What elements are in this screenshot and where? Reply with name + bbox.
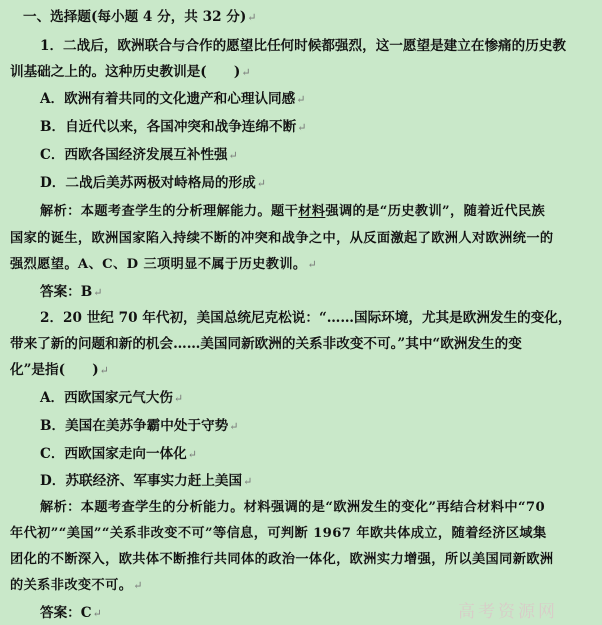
q2-analysis-line-4: 的关系非改变不可。↵ [10, 578, 143, 593]
q2-answer: 答案：C↵ [40, 605, 102, 621]
paragraph-mark-icon: ↵ [241, 66, 251, 79]
q2-stem-line-3: 化”是指( )↵ [10, 362, 109, 378]
paragraph-mark-icon: ↵ [243, 475, 253, 488]
paragraph-mark-icon: ↵ [256, 177, 266, 190]
q2-option-a: A．西欧国家元气大伤↵ [40, 390, 184, 406]
paragraph-mark-icon: ↵ [187, 448, 197, 461]
q2-stem-line-1: 2．20 世纪 70 年代初，美国总统尼克松说：“……国际环境，尤其是欧洲发生的变化， [40, 310, 572, 326]
paragraph-mark-icon: ↵ [92, 607, 102, 620]
paragraph-mark-icon: ↵ [133, 579, 143, 592]
q1-analysis-line-1: 解析：本题考查学生的分析理解能力。题干材料强调的是“历史教训”，随着近代民族 [40, 204, 546, 219]
q1-option-b: B．自近代以来，各国冲突和战争连绵不断↵ [40, 119, 307, 135]
q2-analysis-line-1: 解析：本题考查学生的分析能力。材料强调的是“欧洲发生的变化”再结合材料中“70 [40, 500, 546, 515]
q1-stem-line-1: 1．二战后，欧洲联合与合作的愿望比任何时候都强烈，这一愿望是建立在惨痛的历史教 [40, 38, 567, 54]
paragraph-mark-icon: ↵ [99, 364, 109, 377]
paragraph-mark-icon: ↵ [93, 286, 103, 299]
paragraph-mark-icon: ↵ [297, 121, 307, 134]
q1-option-a: A．欧洲有着共同的文化遗产和心理认同感↵ [40, 91, 306, 107]
paragraph-mark-icon: ↵ [173, 392, 184, 405]
paragraph-mark-icon: ↵ [307, 258, 318, 271]
watermark-logo: 高考资源网 [458, 602, 558, 622]
q1-analysis-line-3: 强烈愿望。A、C、D 三项明显不属于历史教训。↵ [10, 257, 318, 272]
q1-answer: 答案：B↵ [40, 284, 103, 300]
q1-option-c: C．西欧各国经济发展互补性强↵ [40, 147, 238, 163]
q2-analysis-line-2: 年代初”“美国”“关系非改变不可”等信息，可判断 1967 年欧共体成立，随着经济区域集 [10, 526, 547, 541]
q2-option-d: D．苏联经济、军事实力赶上美国↵ [40, 473, 253, 489]
q2-analysis-line-3: 团化的不断深入，欧共体不断推行共同体的政治一体化，欧洲实力增强，所以美国同新欧洲 [10, 552, 554, 567]
section-title [0, 8, 602, 27]
paragraph-mark-icon: ↵ [296, 93, 306, 106]
paragraph-mark-icon: ↵ [228, 149, 238, 162]
q2-option-b: B．美国在美苏争霸中处于守势↵ [40, 418, 239, 434]
q1-option-d: D．二战后美苏两极对峙格局的形成↵ [40, 175, 266, 191]
paragraph-mark-icon: ↵ [229, 420, 239, 433]
paragraph-mark-icon: ↵ [247, 11, 257, 24]
q2-stem-line-2: 带来了新的问题和新的机会……美国同新欧洲的关系非改变不可。”其中“欧洲发生的变 [10, 336, 522, 352]
q1-stem-line-2: 训基础之上的。这种历史教训是( )↵ [10, 64, 251, 80]
q2-option-c: C．西欧国家走向一体化↵ [40, 446, 197, 462]
underlined-word: 材料 [298, 204, 326, 219]
section-title-text: 一、选择题(每小题 4 分，共 32 分) [23, 9, 247, 25]
q1-analysis-line-2: 国家的诞生，欧洲国家陷入持续不断的冲突和战争之中，从反面激起了欧洲人对欧洲统一的 [10, 231, 554, 246]
